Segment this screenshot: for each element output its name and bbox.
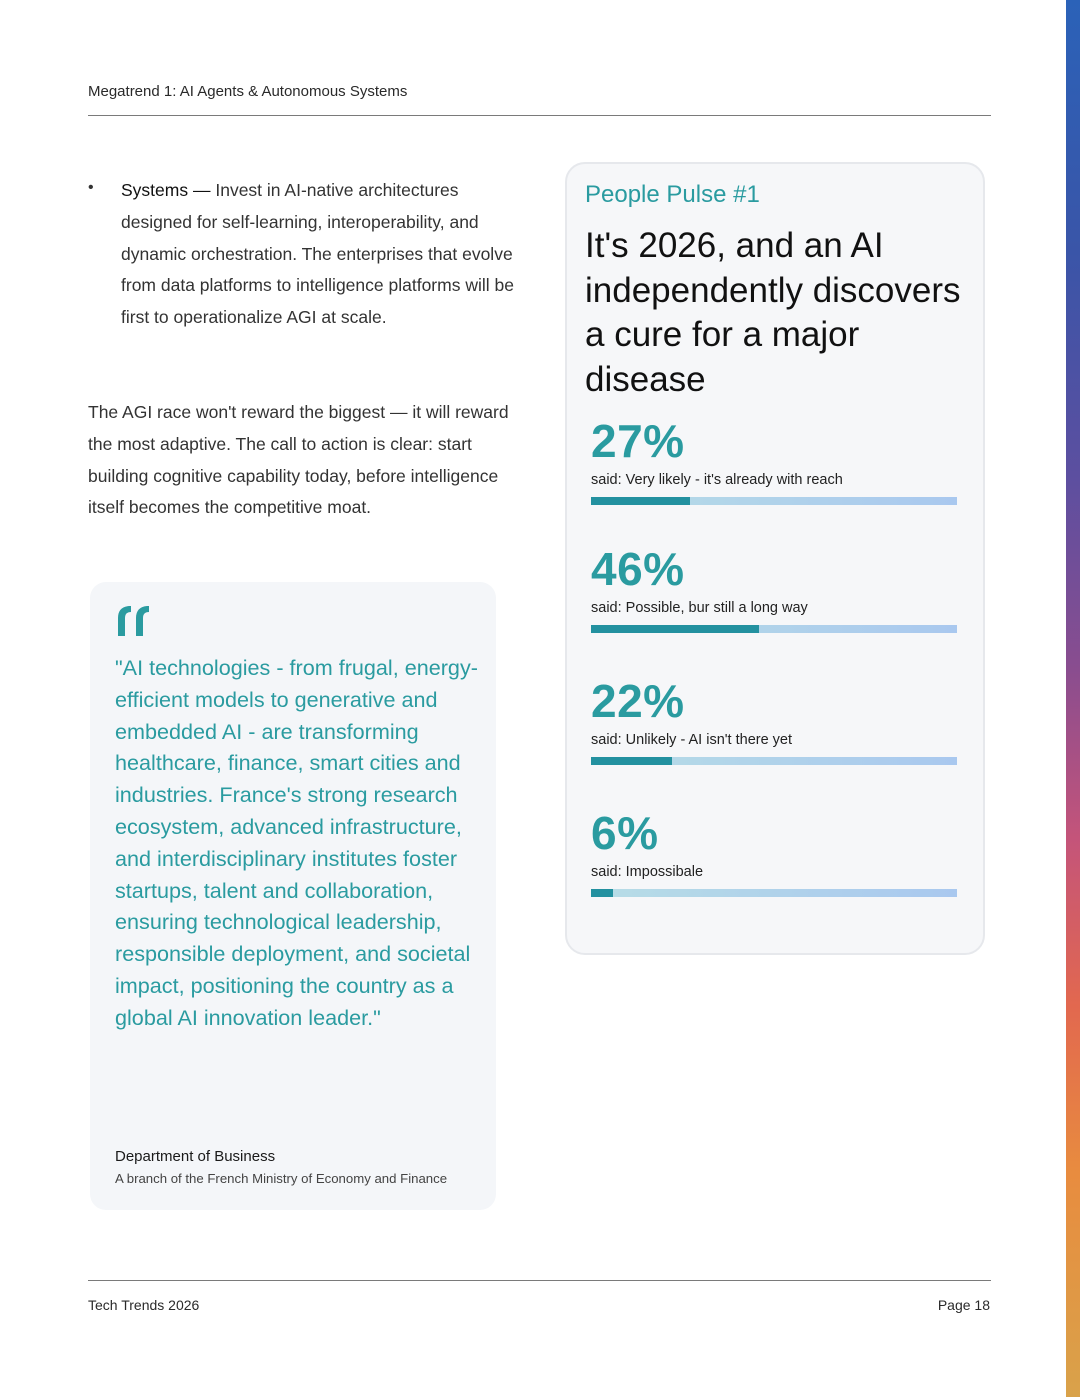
pulse-label: People Pulse #1 (585, 181, 760, 208)
quote-mark-icon (115, 600, 155, 640)
pulse-stat (591, 677, 959, 749)
bullet-list-item (88, 175, 528, 334)
pulse-stat (591, 809, 959, 881)
stat-percent: 22% (591, 675, 685, 727)
stat-label: said: Impossibale (591, 864, 704, 880)
stat-label: said: Unlikely - AI isn't there yet (591, 732, 793, 748)
pulse-stat (591, 545, 959, 617)
body-paragraph: The AGI race won't reward the biggest — it will reward the most adaptive. The call to action is clear: start building cognitive capability today, before intelligence itself becomes the competitive moat. (88, 402, 509, 518)
stat-bar-track (591, 757, 957, 765)
stat-label: said: Possible, bur still a long way (591, 600, 808, 616)
stat-percent: 6% (591, 807, 659, 859)
quote-organization: A branch of the French Ministry of Economy and Finance (115, 1171, 448, 1186)
decorative-gradient-strip (1066, 0, 1080, 1397)
quote-text: "AI technologies - from frugal, energy-efficient models to generative and embedded AI - are transforming healthcare, finance, smart cities and industries. France's strong research ecosystem, advanced infrastructure, and interdisciplinary institutes foster startups, talent and collaboration, ensuring technological leadership, responsible deployment, and societal impact, positioning the country as a global AI innovation leader." (115, 655, 478, 1030)
pulse-question: It's 2026, and an AI independently discovers a cure for a major disease (585, 226, 961, 399)
quote-author: Department of Business (115, 1148, 276, 1165)
bullet-text (121, 175, 521, 334)
stat-bar-fill (591, 497, 690, 505)
bullet-body: Invest in AI-native architectures designed for self-learning, interoperability, and dynamic orchestration. The enterprises that evolve from data platforms to intelligence platforms will be first to operationalize AGI at scale. (121, 180, 514, 328)
footer-publication: Tech Trends 2026 (88, 1297, 200, 1313)
footer-divider (88, 1280, 991, 1281)
stat-bar-track (591, 497, 957, 505)
stat-bar-fill (591, 625, 759, 633)
header-divider (88, 115, 991, 116)
running-header: Megatrend 1: AI Agents & Autonomous Systems (88, 83, 408, 100)
page-number: Page 18 (937, 1297, 990, 1313)
stat-percent: 46% (591, 543, 685, 595)
bullet-lead: Systems — (121, 180, 211, 200)
bullet-marker: • (88, 179, 94, 196)
stat-bar-fill (591, 757, 672, 765)
quote-card (90, 582, 496, 1210)
stat-label: said: Very likely - it's already with reach (591, 472, 843, 488)
people-pulse-card (565, 162, 985, 955)
stat-percent: 27% (591, 415, 685, 467)
stat-bar-fill (591, 889, 613, 897)
pulse-stat (591, 417, 959, 489)
stat-bar-track (591, 625, 957, 633)
stat-bar-track (591, 889, 957, 897)
